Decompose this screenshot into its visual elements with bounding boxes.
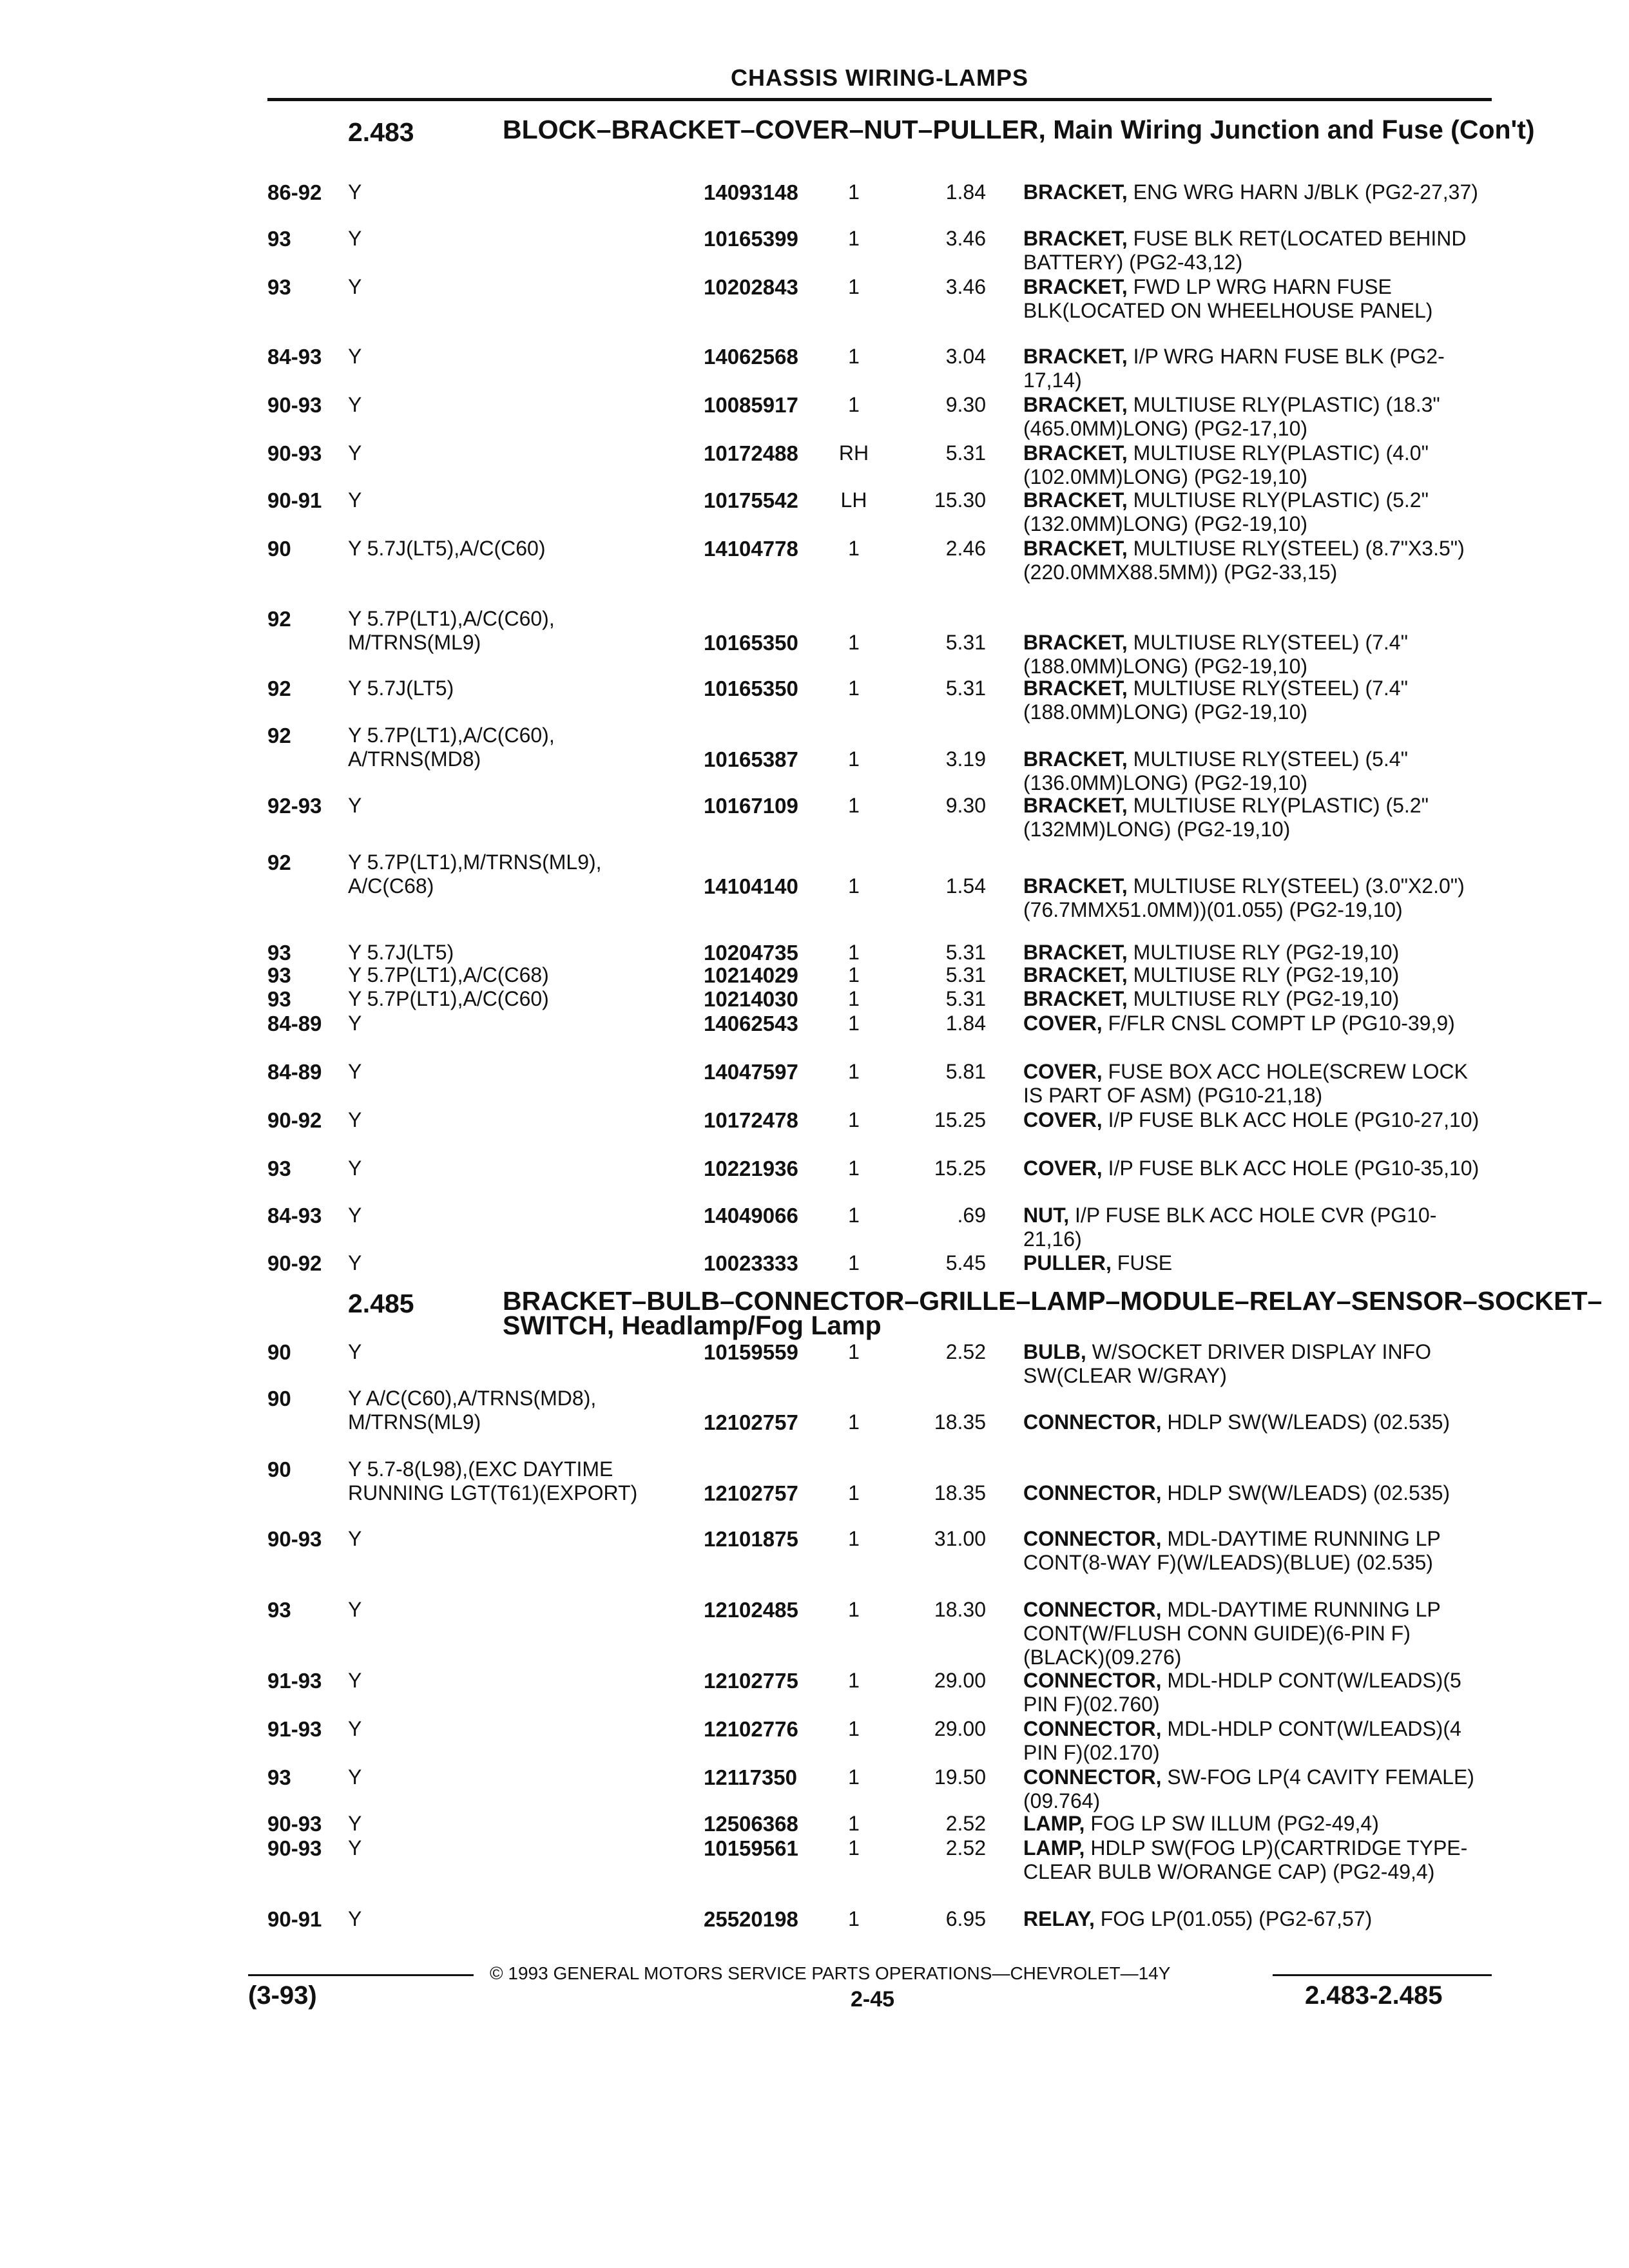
usage-code: Y (348, 1340, 362, 1363)
footer-date-code: (3-93) (248, 1981, 317, 2010)
quantity: 1 (848, 1157, 860, 1180)
quantity: 1 (848, 1060, 860, 1083)
part-name: PULLER, (1023, 1251, 1112, 1274)
price: 5.31 (945, 987, 986, 1010)
part-description (1023, 794, 1490, 841)
usage-code: Y (348, 1108, 362, 1131)
part-detail: MDL-DAYTIME RUNNING LP CONT(W/FLUSH CONN GUIDE)(6-PIN F)(BLACK)(09.276) (1023, 1598, 1441, 1669)
quantity: 1 (848, 963, 860, 986)
model-years: 90-91 (267, 488, 322, 512)
price: 5.31 (945, 441, 986, 465)
part-detail: MULTIUSE RLY(PLASTIC) (5.2"(132MM)LONG) (PG2-19,10) (1023, 794, 1429, 841)
part-number: 14093148 (704, 180, 798, 204)
part-detail: HDLP SW(FOG LP)(CARTRIDGE TYPE-CLEAR BULB W/ORANGE CAP) (PG2-49,4) (1023, 1836, 1468, 1883)
model-years: 93 (267, 275, 291, 299)
quantity: 1 (848, 227, 860, 250)
part-number: 12117350 (704, 1765, 798, 1789)
part-detail: MDL-HDLP CONT(W/LEADS)(5 PIN F)(02.760) (1023, 1669, 1461, 1716)
header-rule (267, 98, 1492, 101)
model-years: 84-89 (267, 1060, 322, 1084)
part-description (1023, 1340, 1490, 1388)
price: 18.35 (934, 1410, 986, 1434)
part-detail: FOG LP(01.055) (PG2-67,57) (1100, 1907, 1373, 1930)
model-years: 92-93 (267, 794, 322, 818)
part-number: 10202843 (704, 275, 798, 299)
part-description (1023, 441, 1490, 489)
usage-code: Y (348, 1598, 362, 1621)
model-years: 93 (267, 1157, 291, 1180)
part-description (1023, 1669, 1490, 1716)
price: 1.84 (945, 180, 986, 204)
usage-code: Y 5.7P(LT1),A/C(C60), A/TRNS(MD8) (348, 724, 555, 771)
quantity: 1 (848, 1717, 860, 1740)
part-number: 10167109 (704, 794, 798, 818)
quantity: 1 (848, 345, 860, 368)
part-name: LAMP, (1023, 1836, 1085, 1860)
part-number: 10023333 (704, 1251, 798, 1275)
part-number: 12102757 (704, 1481, 798, 1505)
usage-code: Y (348, 1765, 362, 1789)
price: 9.30 (945, 794, 986, 817)
part-detail: MDL-DAYTIME RUNNING LP CONT(8-WAY F)(W/LEADS)(BLUE) (02.535) (1023, 1527, 1441, 1574)
price: 19.50 (934, 1765, 986, 1789)
part-number: 12506368 (704, 1812, 798, 1836)
model-years: 92 (267, 677, 291, 700)
part-description (1023, 227, 1490, 274)
model-years: 93 (267, 941, 291, 965)
part-detail: W/SOCKET DRIVER DISPLAY INFO SW(CLEAR W/GRAY) (1023, 1340, 1431, 1387)
part-detail: FOG LP SW ILLUM (PG2-49,4) (1090, 1812, 1379, 1835)
part-description (1023, 941, 1490, 965)
part-detail: FUSE BOX ACC HOLE(SCREW LOCK IS PART OF ASM) (PG10-21,18) (1023, 1060, 1468, 1107)
part-detail: F/FLR CNSL COMPT LP (PG10-39,9) (1108, 1012, 1455, 1035)
quantity: 1 (848, 1481, 860, 1504)
quantity: 1 (848, 941, 860, 964)
quantity: 1 (848, 794, 860, 817)
usage-code: Y (348, 180, 362, 204)
part-number: 10165387 (704, 747, 798, 771)
price: 2.52 (945, 1836, 986, 1860)
quantity: 1 (848, 537, 860, 560)
part-name: CONNECTOR, (1023, 1669, 1162, 1692)
part-name: BRACKET, (1023, 941, 1128, 964)
part-detail: MULTIUSE RLY(STEEL) (7.4"(188.0MM)LONG) (PG2-19,10) (1023, 631, 1408, 678)
usage-code: Y (348, 1251, 362, 1274)
quantity: LH (840, 488, 867, 512)
part-name: BRACKET, (1023, 747, 1128, 771)
model-years: 90-93 (267, 441, 322, 465)
part-description (1023, 1481, 1490, 1505)
part-name: NUT, (1023, 1204, 1070, 1227)
part-name: BRACKET, (1023, 488, 1128, 512)
model-years: 90 (267, 1457, 291, 1481)
model-years: 90-93 (267, 1527, 322, 1551)
part-name: BRACKET, (1023, 393, 1128, 416)
usage-code: Y 5.7J(LT5) (348, 941, 454, 964)
quantity: 1 (848, 1765, 860, 1789)
model-years: 90 (267, 1340, 291, 1364)
model-years: 84-89 (267, 1012, 322, 1035)
part-name: BRACKET, (1023, 275, 1128, 298)
usage-code: Y (348, 441, 362, 465)
part-description (1023, 1012, 1490, 1035)
model-years: 91-93 (267, 1669, 322, 1693)
section-title: BLOCK–BRACKET–COVER–NUT–PULLER, Main Wiring Junction and Fuse (Con't) (503, 115, 1535, 144)
part-name: BRACKET, (1023, 874, 1128, 898)
quantity: 1 (848, 1598, 860, 1621)
part-number: 10214029 (704, 963, 798, 987)
price: 15.25 (934, 1157, 986, 1180)
part-name: RELAY, (1023, 1907, 1095, 1930)
part-name: CONNECTOR, (1023, 1410, 1162, 1434)
part-detail: ENG WRG HARN J/BLK (PG2-27,37) (1133, 180, 1478, 204)
price: 29.00 (934, 1717, 986, 1740)
section-number: 2.483 (348, 117, 414, 147)
model-years: 84-93 (267, 345, 322, 369)
part-description (1023, 488, 1490, 536)
part-name: CONNECTOR, (1023, 1481, 1162, 1504)
part-name: CONNECTOR, (1023, 1527, 1162, 1550)
part-detail: FUSE BLK RET(LOCATED BEHIND BATTERY) (PG2-43,12) (1023, 227, 1467, 274)
part-detail: I/P FUSE BLK ACC HOLE (PG10-35,10) (1108, 1157, 1480, 1180)
part-description (1023, 1812, 1490, 1836)
usage-code: Y (348, 1836, 362, 1860)
usage-code: Y (348, 794, 362, 817)
quantity: 1 (848, 1669, 860, 1692)
price: 3.19 (945, 747, 986, 771)
part-description (1023, 275, 1490, 323)
part-detail: MULTIUSE RLY(STEEL) (7.4"(188.0MM)LONG) (PG2-19,10) (1023, 677, 1408, 724)
price: 3.46 (945, 227, 986, 250)
part-detail: MULTIUSE RLY (PG2-19,10) (1133, 941, 1400, 964)
usage-code: Y 5.7J(LT5) (348, 677, 454, 700)
part-description (1023, 987, 1490, 1011)
usage-code: Y (348, 1669, 362, 1692)
part-detail: I/P WRG HARN FUSE BLK (PG2-17,14) (1023, 345, 1445, 392)
part-name: BRACKET, (1023, 180, 1128, 204)
model-years: 84-93 (267, 1204, 322, 1227)
price: 3.46 (945, 275, 986, 298)
price: 2.52 (945, 1812, 986, 1835)
price: 5.45 (945, 1251, 986, 1274)
model-years: 90-93 (267, 1812, 322, 1836)
model-years: 92 (267, 607, 291, 631)
part-name: BRACKET, (1023, 794, 1128, 817)
usage-code: Y (348, 1060, 362, 1083)
usage-code: Y A/C(C60),A/TRNS(MD8), M/TRNS(ML9) (348, 1387, 597, 1434)
model-years: 93 (267, 227, 291, 251)
part-name: BRACKET, (1023, 345, 1128, 368)
part-description (1023, 1251, 1490, 1275)
usage-code: Y 5.7-8(L98),(EXC DAYTIME RUNNING LGT(T61)(EXPORT) (348, 1457, 638, 1504)
usage-code: Y (348, 1204, 362, 1227)
part-number: 14104140 (704, 874, 798, 898)
part-description (1023, 677, 1490, 724)
price: 15.30 (934, 488, 986, 512)
part-detail: MULTIUSE RLY(STEEL) (5.4"(136.0MM)LONG) (PG2-19,10) (1023, 747, 1408, 794)
quantity: 1 (848, 180, 860, 204)
part-detail: MDL-HDLP CONT(W/LEADS)(4 PIN F)(02.170) (1023, 1717, 1461, 1764)
quantity: 1 (848, 275, 860, 298)
part-number: 12102775 (704, 1669, 798, 1693)
price: 31.00 (934, 1527, 986, 1550)
footer-rule-left (248, 1974, 474, 1976)
quantity: 1 (848, 1836, 860, 1860)
part-description (1023, 1717, 1490, 1765)
usage-code: Y (348, 1907, 362, 1930)
part-name: COVER, (1023, 1060, 1103, 1083)
part-description (1023, 631, 1490, 678)
part-name: CONNECTOR, (1023, 1717, 1162, 1740)
part-detail: FUSE (1117, 1251, 1173, 1274)
part-description (1023, 963, 1490, 987)
part-name: BRACKET, (1023, 441, 1128, 465)
usage-code: Y (348, 1012, 362, 1035)
part-number: 12102485 (704, 1598, 798, 1622)
part-name: COVER, (1023, 1108, 1103, 1131)
price: 5.31 (945, 631, 986, 654)
quantity: 1 (848, 1251, 860, 1274)
model-years: 86-92 (267, 180, 322, 204)
model-years: 90-91 (267, 1907, 322, 1931)
price: .69 (957, 1204, 986, 1227)
part-name: BRACKET, (1023, 677, 1128, 700)
usage-code: Y (348, 1812, 362, 1835)
footer-rule-right (1273, 1974, 1492, 1976)
price: 6.95 (945, 1907, 986, 1930)
usage-code: Y (348, 393, 362, 416)
quantity: 1 (848, 1012, 860, 1035)
model-years: 90-92 (267, 1108, 322, 1132)
part-description (1023, 1765, 1490, 1813)
part-description (1023, 1157, 1490, 1180)
part-detail: MULTIUSE RLY (PG2-19,10) (1133, 987, 1400, 1010)
part-detail: HDLP SW(W/LEADS) (02.535) (1167, 1410, 1451, 1434)
part-description (1023, 1108, 1490, 1132)
part-name: CONNECTOR, (1023, 1765, 1162, 1789)
part-number: 25520198 (704, 1907, 798, 1931)
model-years: 90-93 (267, 393, 322, 417)
usage-code: Y (348, 1157, 362, 1180)
price: 1.54 (945, 874, 986, 898)
part-detail: MULTIUSE RLY(STEEL) (8.7"X3.5")(220.0MMX88.5MM)) (PG2-33,15) (1023, 537, 1465, 584)
quantity: 1 (848, 631, 860, 654)
usage-code: Y 5.7J(LT5),A/C(C60) (348, 537, 546, 560)
price: 2.46 (945, 537, 986, 560)
quantity: 1 (848, 677, 860, 700)
part-detail: FWD LP WRG HARN FUSE BLK(LOCATED ON WHEELHOUSE PANEL) (1023, 275, 1433, 322)
part-detail: MULTIUSE RLY(PLASTIC) (4.0"(102.0MM)LONG) (PG2-19,10) (1023, 441, 1429, 488)
quantity: 1 (848, 1108, 860, 1131)
price: 5.31 (945, 941, 986, 964)
part-number: 10172488 (704, 441, 798, 465)
usage-code: Y 5.7P(LT1),M/TRNS(ML9), A/C(C68) (348, 850, 602, 898)
part-name: LAMP, (1023, 1812, 1085, 1835)
part-number: 10221936 (704, 1157, 798, 1180)
part-number: 10165350 (704, 677, 798, 700)
part-detail: MULTIUSE RLY (PG2-19,10) (1133, 963, 1400, 986)
quantity: 1 (848, 1204, 860, 1227)
usage-code: Y 5.7P(LT1),A/C(C60), M/TRNS(ML9) (348, 607, 555, 654)
part-number: 10214030 (704, 987, 798, 1011)
price: 3.04 (945, 345, 986, 368)
part-detail: HDLP SW(W/LEADS) (02.535) (1167, 1481, 1451, 1504)
model-years: 92 (267, 850, 291, 874)
part-name: BRACKET, (1023, 227, 1128, 250)
quantity: 1 (848, 1907, 860, 1930)
quantity: RH (838, 441, 869, 465)
part-description (1023, 1204, 1490, 1251)
quantity: 1 (848, 987, 860, 1010)
part-description (1023, 747, 1490, 795)
part-description (1023, 345, 1490, 392)
usage-code: Y (348, 227, 362, 250)
quantity: 1 (848, 1410, 860, 1434)
part-number: 10172478 (704, 1108, 798, 1132)
section-title: BRACKET–BULB–CONNECTOR–GRILLE–LAMP–MODULE–RELAY–SENSOR–SOCKET–SWITCH, Headlamp/Fog Lamp (503, 1286, 1603, 1340)
price: 29.00 (934, 1669, 986, 1692)
quantity: 1 (848, 393, 860, 416)
part-number: 14047597 (704, 1060, 798, 1084)
part-number: 14104778 (704, 537, 798, 561)
part-description (1023, 1410, 1490, 1434)
model-years: 90 (267, 1387, 291, 1410)
model-years: 90-92 (267, 1251, 322, 1275)
price: 5.31 (945, 963, 986, 986)
quantity: 1 (848, 747, 860, 771)
part-detail: I/P FUSE BLK ACC HOLE CVR (PG10-21,16) (1023, 1204, 1437, 1251)
part-detail: MULTIUSE RLY(PLASTIC) (5.2"(132.0MM)LONG) (PG2-19,10) (1023, 488, 1429, 535)
part-description (1023, 180, 1490, 204)
usage-code: Y (348, 1527, 362, 1550)
page-header: CHASSIS WIRING-LAMPS (730, 64, 1028, 91)
price: 5.31 (945, 677, 986, 700)
part-number: 10165399 (704, 227, 798, 251)
price: 2.52 (945, 1340, 986, 1363)
part-number: 10175542 (704, 488, 798, 512)
quantity: 1 (848, 1812, 860, 1835)
part-number: 10159559 (704, 1340, 798, 1364)
part-name: CONNECTOR, (1023, 1598, 1162, 1621)
price: 5.81 (945, 1060, 986, 1083)
part-description (1023, 537, 1490, 584)
part-name: BRACKET, (1023, 631, 1128, 654)
price: 9.30 (945, 393, 986, 416)
part-number: 10085917 (704, 393, 798, 417)
part-description (1023, 1060, 1490, 1108)
model-years: 91-93 (267, 1717, 322, 1741)
model-years: 90 (267, 537, 291, 561)
part-number: 14062568 (704, 345, 798, 369)
part-description (1023, 874, 1490, 922)
part-number: 10165350 (704, 631, 798, 655)
usage-code: Y (348, 345, 362, 368)
model-years: 93 (267, 1765, 291, 1789)
model-years: 92 (267, 724, 291, 747)
part-description (1023, 1907, 1490, 1931)
part-description (1023, 393, 1490, 441)
section-number: 2.485 (348, 1289, 414, 1318)
part-name: BRACKET, (1023, 987, 1128, 1010)
price: 15.25 (934, 1108, 986, 1131)
part-detail: MULTIUSE RLY(PLASTIC) (18.3"(465.0MM)LONG) (PG2-17,10) (1023, 393, 1440, 440)
part-name: BRACKET, (1023, 963, 1128, 986)
model-years: 93 (267, 987, 291, 1011)
part-number: 14062543 (704, 1012, 798, 1035)
part-name: BRACKET, (1023, 537, 1128, 560)
footer-copyright: © 1993 GENERAL MOTORS SERVICE PARTS OPERATIONS—CHEVROLET—14Y (490, 1963, 1171, 1983)
part-detail: SW-FOG LP(4 CAVITY FEMALE)(09.764) (1023, 1765, 1474, 1812)
quantity: 1 (848, 1340, 860, 1363)
price: 18.35 (934, 1481, 986, 1504)
quantity: 1 (848, 874, 860, 898)
part-detail: I/P FUSE BLK ACC HOLE (PG10-27,10) (1108, 1108, 1480, 1131)
part-name: COVER, (1023, 1012, 1103, 1035)
usage-code: Y (348, 1717, 362, 1740)
usage-code: Y 5.7P(LT1),A/C(C60) (348, 987, 549, 1010)
part-name: COVER, (1023, 1157, 1103, 1180)
part-number: 10159561 (704, 1836, 798, 1860)
part-description (1023, 1598, 1490, 1669)
model-years: 93 (267, 1598, 291, 1622)
part-description (1023, 1527, 1490, 1575)
part-number: 14049066 (704, 1204, 798, 1227)
part-name: BULB, (1023, 1340, 1086, 1363)
model-years: 93 (267, 963, 291, 987)
part-number: 12101875 (704, 1527, 798, 1551)
price: 1.84 (945, 1012, 986, 1035)
part-number: 10204735 (704, 941, 798, 965)
price: 18.30 (934, 1598, 986, 1621)
footer-section-range: 2.483-2.485 (1305, 1981, 1443, 2010)
quantity: 1 (848, 1527, 860, 1550)
usage-code: Y 5.7P(LT1),A/C(C68) (348, 963, 549, 986)
usage-code: Y (348, 275, 362, 298)
footer-page-number: 2-45 (851, 1987, 895, 2012)
model-years: 90-93 (267, 1836, 322, 1860)
part-description (1023, 1836, 1490, 1884)
part-number: 12102757 (704, 1410, 798, 1434)
part-number: 12102776 (704, 1717, 798, 1741)
part-detail: MULTIUSE RLY(STEEL) (3.0"X2.0")(76.7MMX51.0MM))(01.055) (PG2-19,10) (1023, 874, 1465, 921)
usage-code: Y (348, 488, 362, 512)
